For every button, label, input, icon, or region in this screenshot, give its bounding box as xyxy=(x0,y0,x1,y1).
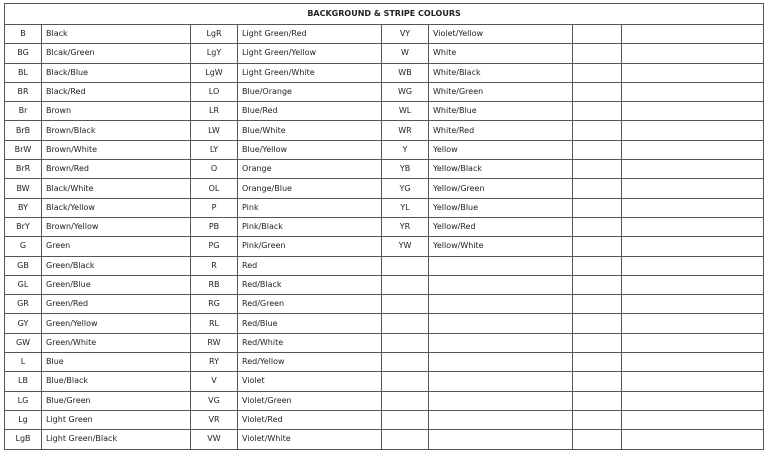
empty-cell xyxy=(573,160,622,179)
colour-code-cell: BrY xyxy=(5,217,42,236)
table-body xyxy=(5,25,764,450)
colour-code-cell: BrR xyxy=(5,160,42,179)
colour-name-cell: Black xyxy=(42,25,191,44)
colour-code-cell: BW xyxy=(5,179,42,198)
colour-name-cell xyxy=(429,353,573,372)
empty-cell xyxy=(573,217,622,236)
colour-name-cell: Blue/Orange xyxy=(238,82,382,101)
empty-cell xyxy=(622,353,764,372)
colour-code-cell: LgR xyxy=(191,25,238,44)
colour-name-cell: Brown/Black xyxy=(42,121,191,140)
empty-cell xyxy=(573,295,622,314)
colour-code-cell: LY xyxy=(191,140,238,159)
colour-code-cell: LB xyxy=(5,372,42,391)
colour-name-cell: White/Green xyxy=(429,82,573,101)
colour-code-cell: YW xyxy=(382,237,429,256)
colour-name-cell: Red/Green xyxy=(238,295,382,314)
colour-name-cell: Green xyxy=(42,237,191,256)
colour-code-cell xyxy=(382,275,429,294)
colour-code-cell: YG xyxy=(382,179,429,198)
table-row xyxy=(5,63,764,82)
empty-cell xyxy=(573,314,622,333)
table-row xyxy=(5,237,764,256)
colour-name-cell xyxy=(429,410,573,429)
empty-cell xyxy=(622,295,764,314)
colour-name-cell: Pink/Black xyxy=(238,217,382,236)
table-row xyxy=(5,314,764,333)
table-row xyxy=(5,25,764,44)
colour-name-cell: Blue/Green xyxy=(42,391,191,410)
colour-name-cell: Red xyxy=(238,256,382,275)
colour-code-cell: R xyxy=(191,256,238,275)
empty-cell xyxy=(622,275,764,294)
empty-cell xyxy=(622,179,764,198)
empty-cell xyxy=(622,63,764,82)
table-row xyxy=(5,102,764,121)
colour-name-cell: Blcak/Green xyxy=(42,44,191,63)
empty-cell xyxy=(573,63,622,82)
colour-code-cell: L xyxy=(5,353,42,372)
colour-code-cell xyxy=(382,333,429,352)
empty-cell xyxy=(573,410,622,429)
colour-code-cell: LO xyxy=(191,82,238,101)
colour-name-cell: Brown/White xyxy=(42,140,191,159)
empty-cell xyxy=(573,430,622,449)
table-row xyxy=(5,333,764,352)
colour-name-cell: Yellow/Blue xyxy=(429,198,573,217)
colour-name-cell: Blue/Yellow xyxy=(238,140,382,159)
table-row xyxy=(5,353,764,372)
colour-name-cell: Black/White xyxy=(42,179,191,198)
colour-name-cell: Yellow/Black xyxy=(429,160,573,179)
colour-code-cell: VG xyxy=(191,391,238,410)
colour-name-cell: Blue/White xyxy=(238,121,382,140)
empty-cell xyxy=(573,237,622,256)
colour-code-cell xyxy=(382,391,429,410)
table-title: BACKGROUND & STRIPE COLOURS xyxy=(5,4,764,25)
colour-code-cell: YB xyxy=(382,160,429,179)
colour-name-cell: Blue xyxy=(42,353,191,372)
colour-name-cell: Yellow/White xyxy=(429,237,573,256)
colour-code-table xyxy=(4,3,764,450)
colour-code-cell: BR xyxy=(5,82,42,101)
colour-code-cell: LW xyxy=(191,121,238,140)
colour-code-cell xyxy=(382,372,429,391)
table-header-row xyxy=(5,4,764,25)
table-row xyxy=(5,217,764,236)
colour-code-cell: GB xyxy=(5,256,42,275)
empty-cell xyxy=(573,391,622,410)
colour-code-cell: RB xyxy=(191,275,238,294)
empty-cell xyxy=(573,102,622,121)
colour-code-cell xyxy=(382,430,429,449)
colour-code-cell: LgW xyxy=(191,63,238,82)
colour-name-cell: Light Green/Red xyxy=(238,25,382,44)
colour-code-cell: BL xyxy=(5,63,42,82)
colour-code-cell: Br xyxy=(5,102,42,121)
empty-cell xyxy=(622,140,764,159)
colour-name-cell xyxy=(429,256,573,275)
colour-code-cell: BrW xyxy=(5,140,42,159)
colour-name-cell: White/Red xyxy=(429,121,573,140)
table-row xyxy=(5,160,764,179)
colour-name-cell: White xyxy=(429,44,573,63)
empty-cell xyxy=(573,353,622,372)
colour-code-cell: GY xyxy=(5,314,42,333)
empty-cell xyxy=(622,333,764,352)
colour-name-cell: Brown/Red xyxy=(42,160,191,179)
colour-name-cell xyxy=(429,430,573,449)
colour-code-cell: LgB xyxy=(5,430,42,449)
colour-code-cell: WB xyxy=(382,63,429,82)
colour-name-cell: Green/Blue xyxy=(42,275,191,294)
colour-name-cell: Violet xyxy=(238,372,382,391)
colour-name-cell: Red/White xyxy=(238,333,382,352)
colour-code-cell xyxy=(382,410,429,429)
colour-name-cell xyxy=(429,372,573,391)
empty-cell xyxy=(573,275,622,294)
colour-name-cell: Orange/Blue xyxy=(238,179,382,198)
colour-code-cell: BG xyxy=(5,44,42,63)
colour-code-cell xyxy=(382,314,429,333)
table-row xyxy=(5,198,764,217)
colour-name-cell: Light Green/Black xyxy=(42,430,191,449)
colour-name-cell: Black/Red xyxy=(42,82,191,101)
colour-name-cell: Green/White xyxy=(42,333,191,352)
colour-name-cell: Green/Red xyxy=(42,295,191,314)
colour-name-cell: White/Black xyxy=(429,63,573,82)
colour-code-cell: PG xyxy=(191,237,238,256)
colour-name-cell: Green/Yellow xyxy=(42,314,191,333)
table-row xyxy=(5,179,764,198)
table-row xyxy=(5,410,764,429)
colour-name-cell xyxy=(429,333,573,352)
colour-code-cell xyxy=(382,295,429,314)
colour-name-cell: Brown xyxy=(42,102,191,121)
empty-cell xyxy=(573,82,622,101)
empty-cell xyxy=(573,25,622,44)
empty-cell xyxy=(622,256,764,275)
empty-cell xyxy=(573,140,622,159)
colour-code-cell: VR xyxy=(191,410,238,429)
table-row xyxy=(5,140,764,159)
empty-cell xyxy=(622,372,764,391)
empty-cell xyxy=(622,25,764,44)
colour-name-cell xyxy=(429,314,573,333)
colour-name-cell: White/Blue xyxy=(429,102,573,121)
colour-name-cell: Violet/Green xyxy=(238,391,382,410)
colour-code-cell: B xyxy=(5,25,42,44)
table-row xyxy=(5,275,764,294)
colour-code-cell: PB xyxy=(191,217,238,236)
empty-cell xyxy=(622,160,764,179)
empty-cell xyxy=(573,333,622,352)
colour-code-cell: P xyxy=(191,198,238,217)
empty-cell xyxy=(622,430,764,449)
colour-code-cell: GR xyxy=(5,295,42,314)
colour-code-cell: RL xyxy=(191,314,238,333)
table-row xyxy=(5,256,764,275)
colour-name-cell xyxy=(429,295,573,314)
colour-code-cell xyxy=(382,256,429,275)
colour-code-cell: BrB xyxy=(5,121,42,140)
colour-code-cell: OL xyxy=(191,179,238,198)
colour-code-cell: GW xyxy=(5,333,42,352)
table-row xyxy=(5,295,764,314)
colour-name-cell: Black/Yellow xyxy=(42,198,191,217)
colour-name-cell: Light Green/Yellow xyxy=(238,44,382,63)
colour-code-cell: GL xyxy=(5,275,42,294)
table-row xyxy=(5,391,764,410)
colour-code-cell: Y xyxy=(382,140,429,159)
colour-name-cell: Brown/Yellow xyxy=(42,217,191,236)
empty-cell xyxy=(622,102,764,121)
table-row xyxy=(5,430,764,449)
colour-name-cell: Red/Yellow xyxy=(238,353,382,372)
colour-name-cell: Black/Blue xyxy=(42,63,191,82)
colour-name-cell: Red/Black xyxy=(238,275,382,294)
empty-cell xyxy=(622,44,764,63)
colour-code-cell: LgY xyxy=(191,44,238,63)
colour-code-cell: O xyxy=(191,160,238,179)
colour-code-cell: VW xyxy=(191,430,238,449)
empty-cell xyxy=(622,198,764,217)
colour-code-cell: LR xyxy=(191,102,238,121)
colour-name-cell: Red/Blue xyxy=(238,314,382,333)
colour-code-cell: V xyxy=(191,372,238,391)
colour-code-cell: W xyxy=(382,44,429,63)
table-row xyxy=(5,372,764,391)
colour-name-cell: Violet/White xyxy=(238,430,382,449)
colour-code-cell: WG xyxy=(382,82,429,101)
colour-code-cell: RG xyxy=(191,295,238,314)
colour-name-cell xyxy=(429,391,573,410)
empty-cell xyxy=(573,44,622,63)
colour-code-cell: LG xyxy=(5,391,42,410)
empty-cell xyxy=(622,217,764,236)
colour-code-cell: G xyxy=(5,237,42,256)
colour-name-cell: Blue/Red xyxy=(238,102,382,121)
colour-name-cell: Yellow xyxy=(429,140,573,159)
colour-code-cell: BY xyxy=(5,198,42,217)
empty-cell xyxy=(622,237,764,256)
empty-cell xyxy=(573,121,622,140)
colour-code-cell: Lg xyxy=(5,410,42,429)
table-row xyxy=(5,121,764,140)
colour-name-cell: Light Green xyxy=(42,410,191,429)
empty-cell xyxy=(573,198,622,217)
colour-code-cell: YL xyxy=(382,198,429,217)
empty-cell xyxy=(573,256,622,275)
colour-code-cell: RY xyxy=(191,353,238,372)
empty-cell xyxy=(622,121,764,140)
colour-name-cell: Violet/Red xyxy=(238,410,382,429)
colour-name-cell: Blue/Black xyxy=(42,372,191,391)
colour-code-cell: YR xyxy=(382,217,429,236)
empty-cell xyxy=(622,410,764,429)
colour-name-cell: Yellow/Green xyxy=(429,179,573,198)
colour-name-cell: Green/Black xyxy=(42,256,191,275)
empty-cell xyxy=(622,391,764,410)
colour-name-cell: Violet/Yellow xyxy=(429,25,573,44)
colour-name-cell: Yellow/Red xyxy=(429,217,573,236)
colour-code-cell: RW xyxy=(191,333,238,352)
colour-name-cell: Pink xyxy=(238,198,382,217)
colour-name-cell: Orange xyxy=(238,160,382,179)
table-row xyxy=(5,82,764,101)
empty-cell xyxy=(573,372,622,391)
colour-name-cell xyxy=(429,275,573,294)
colour-code-cell: WL xyxy=(382,102,429,121)
colour-name-cell: Light Green/White xyxy=(238,63,382,82)
empty-cell xyxy=(622,82,764,101)
colour-name-cell: Pink/Green xyxy=(238,237,382,256)
empty-cell xyxy=(573,179,622,198)
table-row xyxy=(5,44,764,63)
colour-code-cell: WR xyxy=(382,121,429,140)
colour-code-cell: VY xyxy=(382,25,429,44)
empty-cell xyxy=(622,314,764,333)
colour-code-cell xyxy=(382,353,429,372)
